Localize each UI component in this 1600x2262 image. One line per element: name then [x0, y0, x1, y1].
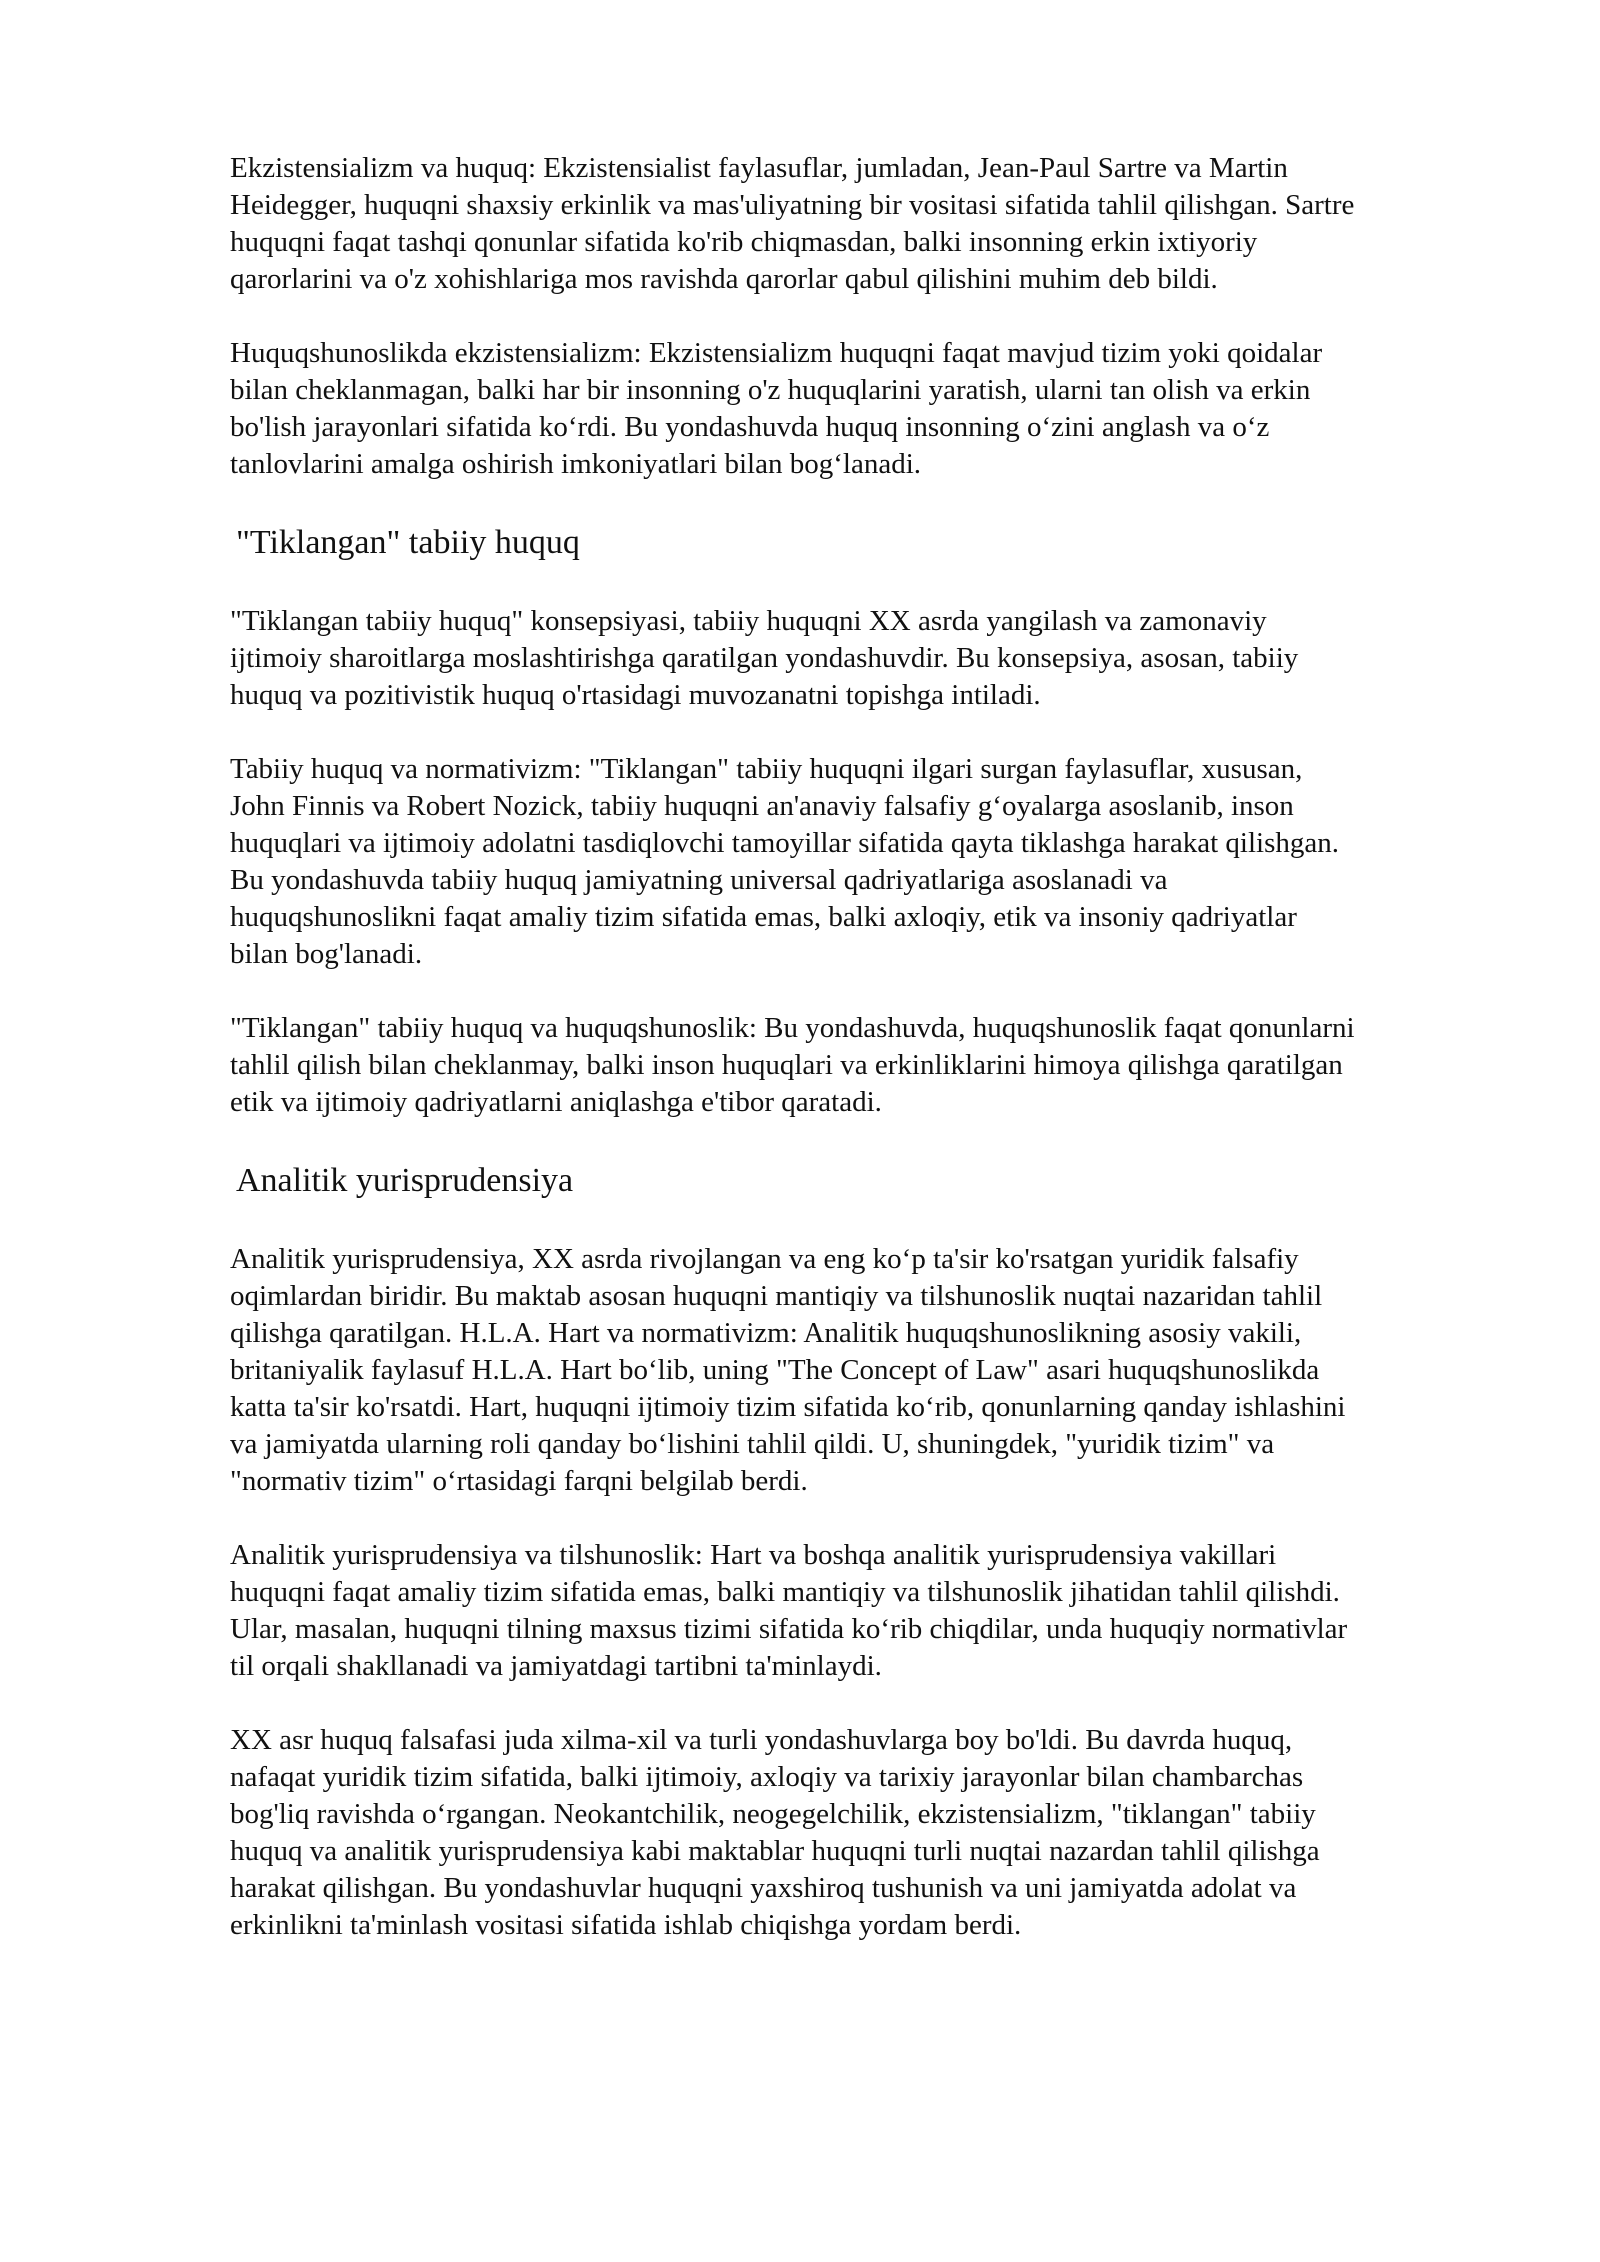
paragraph-restored-natural-law-and-jurisprudence: "Tiklangan" tabiiy huquq va huquqshunoslik: Bu yondashuvda, huquqshunoslik faqat qonunlarni tahlil qilish bilan cheklanmay, balki inson huquqlari va erkinliklarini himoya qilishga qaratilgan etik va ijtimoiy qadriyatlarni aniqlashga e'tibor qaratadi. — [230, 1012, 1355, 1118]
paragraph-analytical-jurisprudence-and-linguistics: Analitik yurisprudensiya va tilshunoslik: Hart va boshqa analitik yurisprudensiya vakillari huquqni faqat amaliy tizim sifatida emas, balki mantiqiy va tilshunoslik jihatidan tahlil qilishdi. Ular, masalan, huquqni tilning maxsus tizimi sifatida koʻrib chiqdilar, unda huquqiy normativlar til orqali shakllanadi va jamiyatdagi tartibni ta'minlaydi. — [230, 1539, 1348, 1682]
paragraph-natural-law-and-normativism: Tabiiy huquq va normativizm: "Tiklangan" tabiiy huquqni ilgari surgan faylasuflar, xususan, John Finnis va Robert Nozick, tabiiy huquqni an'anaviy falsafiy gʻoyalarga asoslanib, inson huquqlari va ijtimoiy adolatni tasdiqlovchi tamoyillar sifatida qayta tiklashga harakat qilishgan. Bu yondashuvda tabiiy huquq jamiyatning universal qadriyatlariga asoslanadi va huquqshunoslikni faqat amaliy tizim sifatida emas, balki axloqiy, etik va insoniy qadriyatlar bilan bog'lanadi. — [230, 753, 1339, 970]
heading-analytical-jurisprudence: Analitik yurisprudensiya — [236, 1162, 574, 1199]
heading-restored-natural-law: "Tiklangan" tabiiy huquq — [236, 524, 580, 561]
paragraph-existentialism-in-jurisprudence: Huquqshunoslikda ekzistensializm: Ekzistensializm huquqni faqat mavjud tizim yoki qoidalar bilan cheklanmagan, balki har bir insonning o'z huquqlarini yaratish, ularni tan olish va erkin bo'lish jarayonlari sifatida koʻrdi. Bu yondashuvda huquq insonning oʻzini anglash va oʻz tanlovlarini amalga oshirish imkoniyatlari bilan bogʻlanadi. — [230, 337, 1323, 480]
paragraph-analytical-jurisprudence-hart: Analitik yurisprudensiya, XX asrda rivojlangan va eng koʻp ta'sir ko'rsatgan yuridik falsafiy oqimlardan biridir. Bu maktab asosan huquqni mantiqiy va tilshunoslik nuqtai nazaridan tahlil qilishga qaratilgan. H.L.A. Hart va normativizm: Analitik huquqshunoslikning asosiy vakili, britaniyalik faylasuf H.L.A. Hart boʻlib, uning "The Concept of Law" asari huquqshunoslikda katta ta'sir ko'rsatdi. Hart, huquqni ijtimoiy tizim sifatida koʻrib, qonunlarning qanday ishlashini va jamiyatda ularning roli qanday boʻlishini tahlil qildi. U, shuningdek, "yuridik tizim" va "normativ tizim" oʻrtasidagi farqni belgilab berdi. — [230, 1243, 1346, 1497]
paragraph-restored-natural-law-concept: "Tiklangan tabiiy huquq" konsepsiyasi, tabiiy huquqni XX asrda yangilash va zamonaviy ijtimoiy sharoitlarga moslashtirishga qaratilgan yondashuvdir. Bu konsepsiya, asosan, tabiiy huquq va pozitivistik huquq o'rtasidagi muvozanatni topishga intiladi. — [230, 605, 1299, 711]
document-page — [230, 150, 1510, 1944]
paragraph-conclusion: XX asr huquq falsafasi juda xilma-xil va turli yondashuvlarga boy bo'ldi. Bu davrda huquq, nafaqat yuridik tizim sifatida, balki ijtimoiy, axloqiy va tarixiy jarayonlar bilan chambarchas bog'liq ravishda oʻrgangan. Neokantchilik, neogegelchilik, ekzistensializm, "tiklangan" tabiiy huquq va analitik yurisprudensiya kabi maktablar huquqni turli nuqtai nazardan tahlil qilishga harakat qilishgan. Bu yondashuvlar huquqni yaxshiroq tushunish va uni jamiyatda adolat va erkinlikni ta'minlash vositasi sifatida ishlab chiqishga yordam berdi. — [230, 1724, 1320, 1941]
paragraph-existentialism-and-law: Ekzistensializm va huquq: Ekzistensialist faylasuflar, jumladan, Jean-Paul Sartre va Martin Heidegger, huquqni shaxsiy erkinlik va mas'uliyatning bir vositasi sifatida tahlil qilishgan. Sartre huquqni faqat tashqi qonunlar sifatida ko'rib chiqmasdan, balki insonning erkin ixtiyoriy qarorlarini va o'z xohishlariga mos ravishda qarorlar qabul qilishini muhim deb bildi. — [230, 152, 1355, 295]
